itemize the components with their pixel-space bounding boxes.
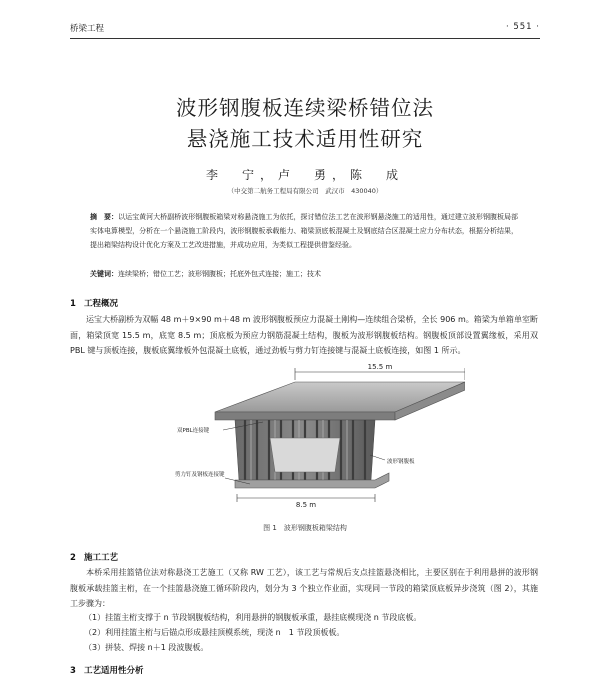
section-2-paragraph bbox=[70, 565, 538, 612]
affiliation: （中交第二航务工程局有限公司 武汉市 430040） bbox=[227, 187, 383, 195]
box-interior bbox=[270, 438, 340, 472]
section-1-paragraph bbox=[70, 312, 538, 359]
section-2-title: 施工工艺 bbox=[84, 553, 119, 563]
keywords bbox=[90, 268, 518, 280]
abstract-label: 摘 要： bbox=[90, 213, 119, 221]
label-pbl: 双PBL连接键 bbox=[177, 428, 210, 434]
top-slab bbox=[215, 382, 465, 412]
section-2-number: 2 bbox=[70, 553, 76, 563]
figure-1-box-girder bbox=[175, 360, 465, 510]
abstract bbox=[90, 210, 518, 252]
dim-label-bottom: 8.5 m bbox=[295, 501, 317, 509]
dim-label-top: 15.5 m bbox=[367, 363, 393, 371]
section-1-title: 工程概况 bbox=[84, 299, 119, 309]
step-item: （3）拼装、焊接 n＋1 段波腹板。 bbox=[84, 643, 209, 652]
abstract-text: 以运宝黄河大桥副桥波形钢腹板箱梁对称悬浇施工为依托，探讨错位法工艺在波形钢悬浇施工的适用性，通过建立波形钢腹板局部实体电算模型，分析在一个悬浇施工阶段内，波形钢腹板承载能力、箱梁顶底板混凝土及钢底结合区混凝土应力分布状态，根据分析结果，提出箱梁结构设计优化方案及工艺改进措施，并成功应用，为类似工程提供借鉴经验。 bbox=[90, 213, 519, 249]
keywords-label: 关键词： bbox=[90, 270, 118, 278]
section-2-heading bbox=[70, 551, 118, 563]
section-3-heading bbox=[70, 664, 144, 676]
keywords-text: 连续梁桥；错位工艺；波形钢腹板；托底外包式连接；施工；技术 bbox=[118, 270, 321, 278]
section-3-title: 工艺适用性分析 bbox=[84, 666, 144, 676]
journal-section-name: 桥梁工程 bbox=[70, 24, 105, 34]
header-rule bbox=[70, 38, 540, 39]
authors: 李 宁，卢 勇，陈 成 bbox=[205, 168, 404, 182]
section-1-number: 1 bbox=[70, 299, 76, 309]
article-title bbox=[70, 93, 540, 155]
title-line-1: 波形钢腹板连续梁桥错位法 bbox=[176, 96, 434, 120]
section-1-text: 运宝大桥副桥为双幅 48 m＋9×90 m＋48 m 波形钢腹板预应力混凝土刚构—连续组合梁桥，全长 906 m。箱梁为单箱单室断面，箱梁顶宽 15.5 m，底宽 8.5 m；顶底板为预应力钢筋混凝土结构，腹板为波形钢腹板结构。钢腹板顶部设置翼缘板，采用双 PBL 键与顶板连接，腹板底翼缘板外包混凝土底板，通过劲板与剪力钉连接键与混凝土底板连接，如图 1 所示。 bbox=[70, 315, 538, 355]
section-1-heading bbox=[70, 297, 118, 309]
section-3-number: 3 bbox=[70, 666, 76, 676]
step-item: （1）挂篮主桁支撑于 n 节段钢腹板结构，利用悬拼的钢腹板承重，悬挂底模现浇 n 节段底板。 bbox=[84, 613, 422, 622]
figure-1-caption: 图 1 波形钢腹板箱梁结构 bbox=[263, 524, 347, 532]
section-2-text: 本桥采用挂篮错位法对称悬浇工艺施工（又称 RW 工艺），该工艺与常规后支点挂篮悬浇相比，主要区别在于利用悬拼的波形钢腹板承载挂篮主桁，在一个挂篮悬浇施工循环阶段内，划分为 3 个独立作业面，实现同一节段的箱梁顶底板异步浇筑（图 2），其施工步骤为： bbox=[70, 568, 538, 608]
step-item: （2）利用挂篮主桁与后锚点形成悬挂顶模系统，现浇 n 1 节段顶板板。 bbox=[84, 628, 345, 637]
title-line-2: 悬浇施工技术适用性研究 bbox=[186, 127, 424, 151]
label-web: 波形钢腹板 bbox=[387, 459, 415, 465]
running-head bbox=[70, 22, 540, 38]
label-stud: 剪力钉及钢板连接键 bbox=[175, 472, 225, 478]
box-girder-diagram bbox=[175, 360, 465, 510]
top-slab-edge bbox=[215, 412, 395, 420]
page-number: · 551 · bbox=[505, 22, 540, 32]
